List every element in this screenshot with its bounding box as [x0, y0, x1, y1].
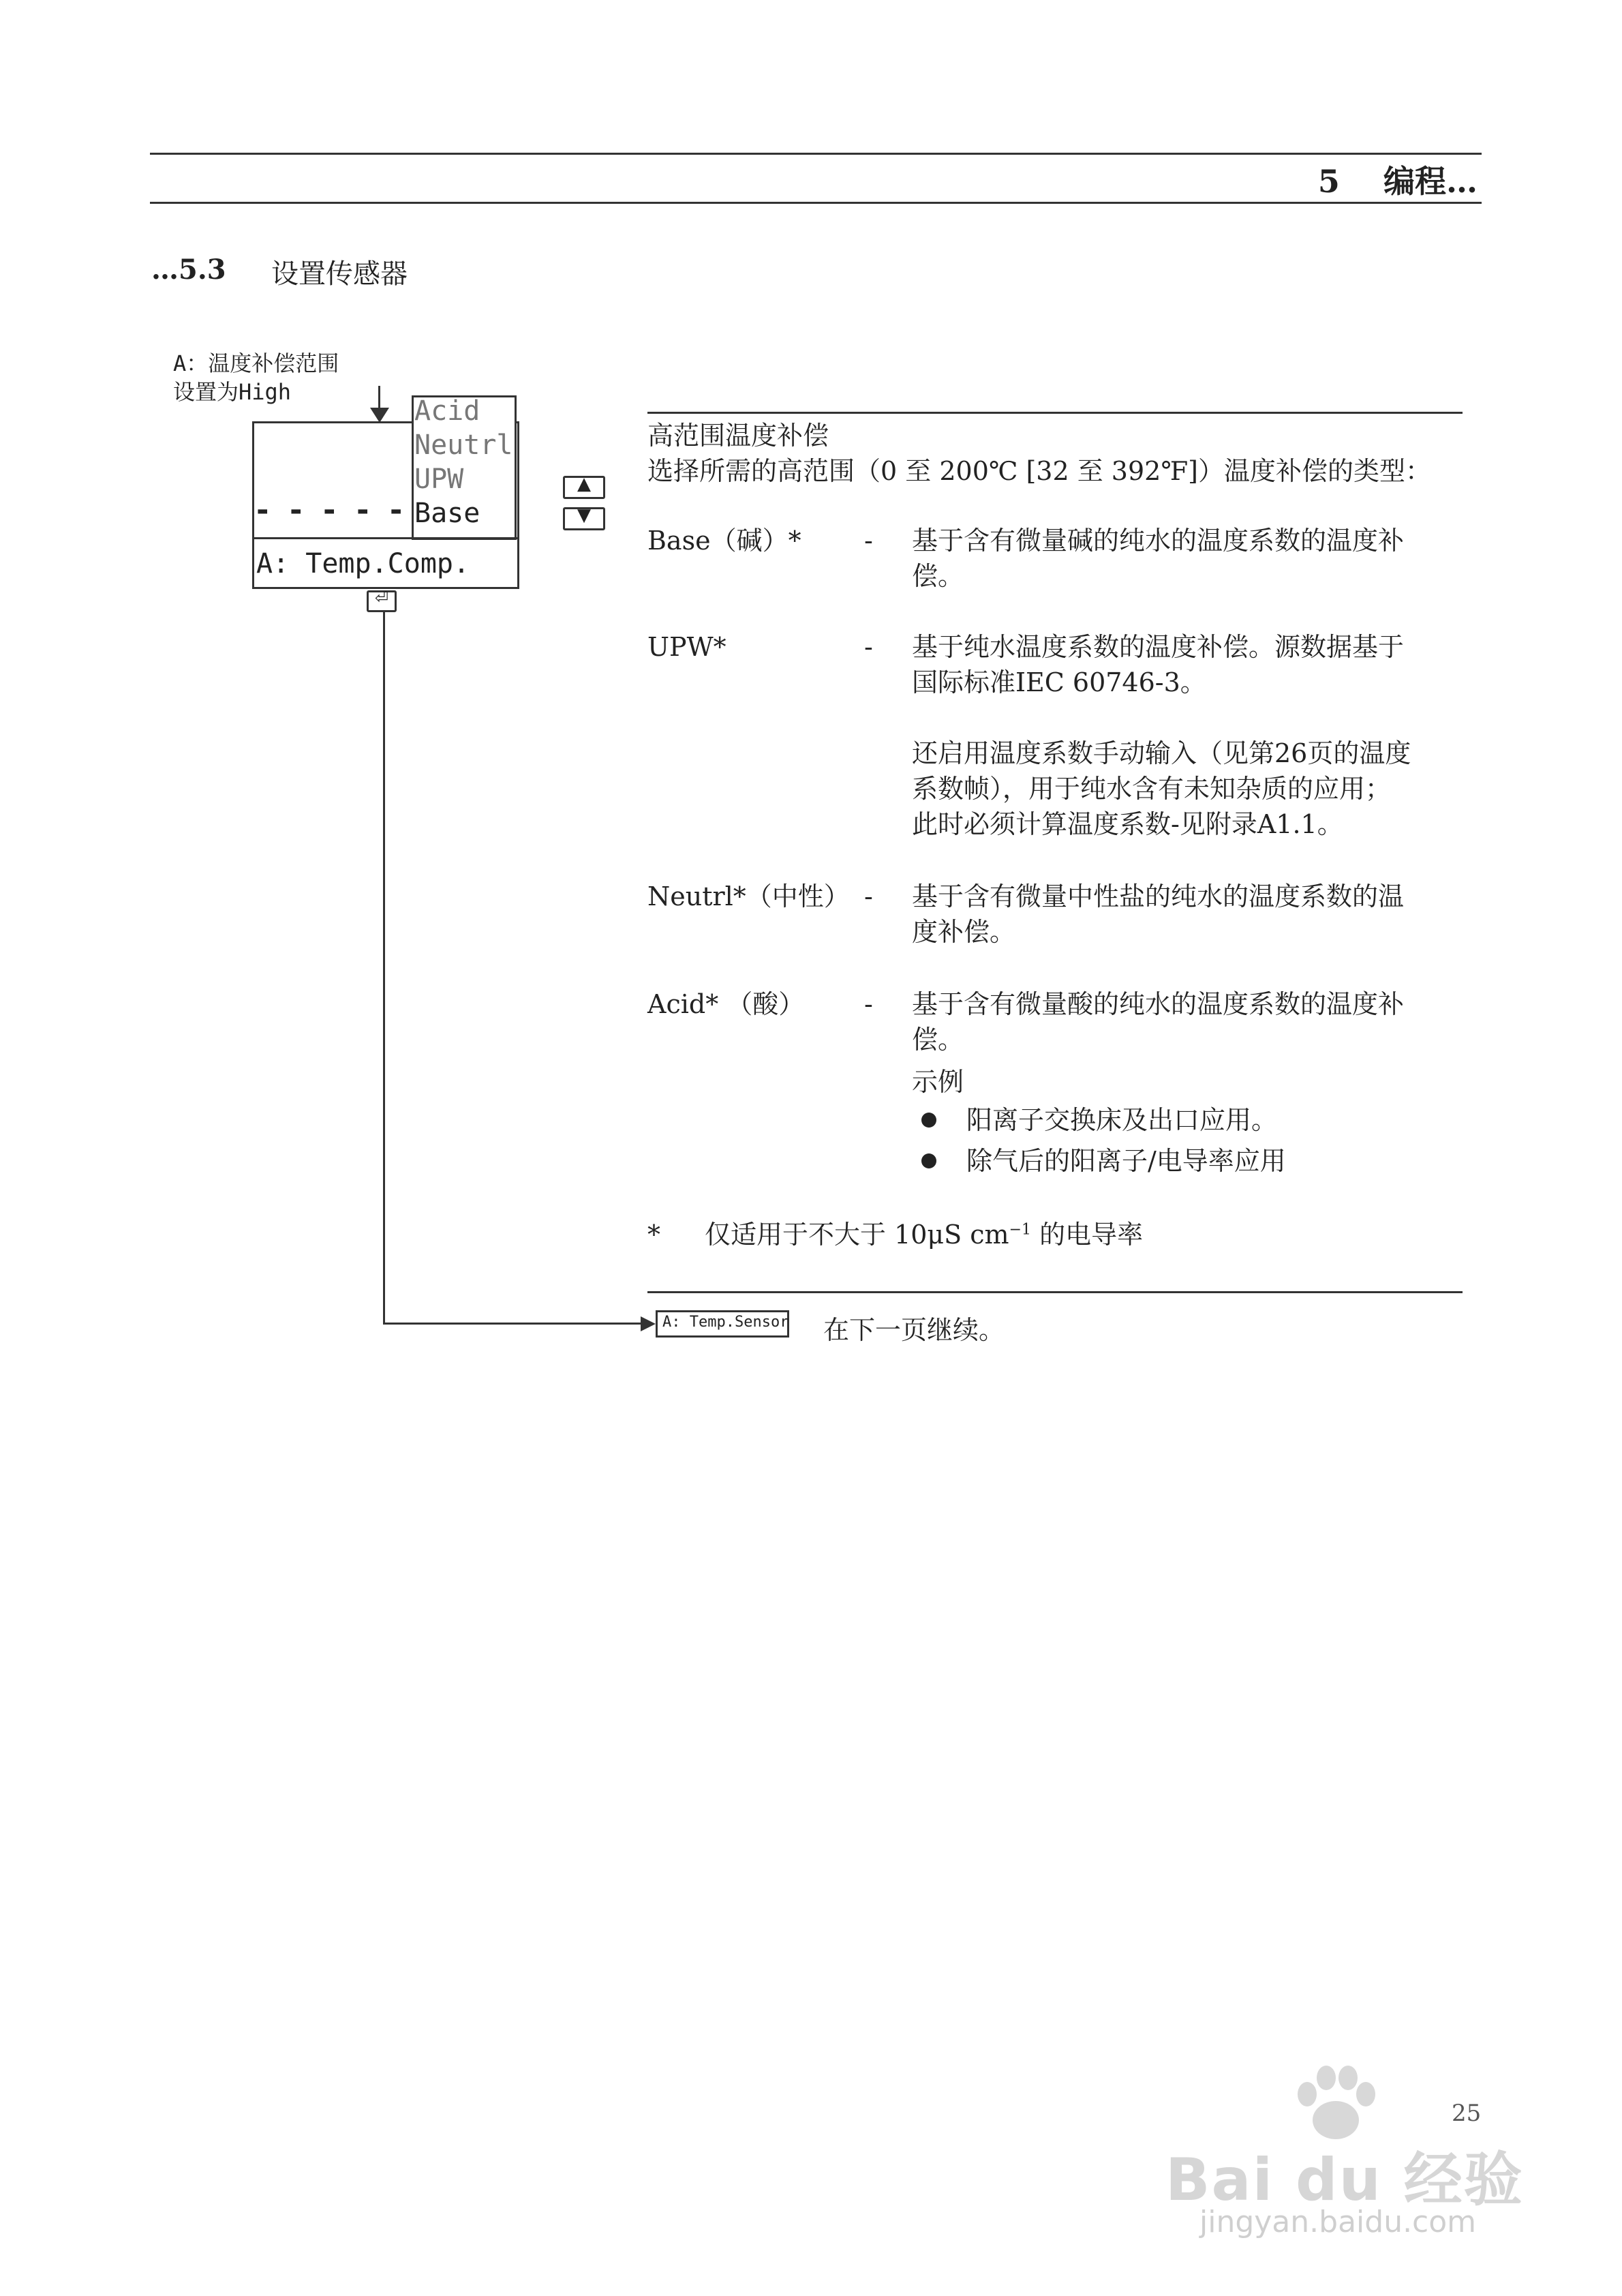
header-bottom-rule [150, 202, 1482, 204]
base-desc-line2: 偿。 [912, 561, 964, 591]
content-top-rule [647, 412, 1463, 414]
neutrl-desc-line2: 度补偿。 [912, 917, 1016, 947]
upw-label: UPW* [647, 632, 726, 662]
bullet-dot [921, 1153, 936, 1168]
header-top-rule [150, 153, 1482, 155]
content-bottom-rule [647, 1291, 1463, 1293]
diagram-label-line1: A：温度补偿范围 [173, 350, 339, 376]
watermark-url: jingyan.baidu.com [1199, 2205, 1477, 2239]
display-divider [252, 537, 519, 539]
chapter-heading [1318, 157, 1478, 202]
upw-desc-line4: 系数帧），用于纯水含有未知杂质的应用； [912, 774, 1392, 804]
section-number: …5.3 [151, 254, 226, 286]
footnote-text-post: 的电导率 [1031, 1220, 1144, 1250]
base-dash: - [864, 526, 873, 556]
footnote-text-pre: 仅适用于不大于 10μS cm [705, 1220, 1009, 1250]
option-base[interactable]: Base [414, 498, 480, 529]
upw-desc-line2: 国际标准IEC 60746-3。 [912, 667, 1206, 697]
watermark-logo [1159, 2059, 1540, 2263]
acid-desc-line1: 基于含有微量酸的纯水的温度系数的温度补 [912, 989, 1405, 1019]
connector-vertical [383, 612, 385, 1324]
watermark-brand: Bai du 经验 [1165, 2146, 1524, 2214]
bullet-item-1: 阳离子交换床及出口应用。 [966, 1105, 1278, 1135]
acid-desc-line2: 偿。 [912, 1025, 964, 1055]
display-bottom-text: A: Temp.Comp. [256, 548, 470, 579]
display-dashes: - - - - - [254, 493, 404, 528]
down-key[interactable] [563, 507, 605, 530]
enter-key[interactable] [367, 590, 397, 612]
footnote-superscript: −1 [1009, 1221, 1031, 1239]
chapter-number: 5 [1317, 163, 1340, 200]
example-title: 示例 [912, 1067, 964, 1097]
base-desc-line1: 基于含有微量碱的纯水的温度系数的温度补 [912, 526, 1405, 556]
section-title: 设置传感器 [271, 258, 408, 290]
bullet-item-2: 除气后的阳离子/电导率应用 [966, 1146, 1286, 1176]
content-heading: 高范围温度补偿 [647, 421, 829, 451]
upw-desc-line3: 还启用温度系数手动输入（见第26页的温度 [912, 738, 1411, 768]
page-number: 25 [1452, 2100, 1482, 2127]
option-upw[interactable]: UPW [414, 464, 464, 495]
neutrl-label: Neutrl*（中性） [647, 881, 850, 911]
continue-text: 在下一页继续。 [823, 1315, 1005, 1345]
footnote-text [705, 1216, 1143, 1253]
connector-arrow-head [641, 1316, 657, 1331]
acid-label: Acid* （酸） [647, 989, 805, 1019]
base-label: Base（碱）* [647, 526, 801, 556]
diagram-label-line2: 设置为High [173, 379, 292, 405]
up-arrow-icon: ▲ [577, 474, 591, 494]
chapter-title: 编程… [1383, 163, 1478, 200]
content-intro: 选择所需的高范围（0 至 200℃ [32 至 392℉]）温度补偿的类型： [647, 456, 1431, 486]
enter-icon: ⏎ [374, 588, 389, 607]
acid-dash: - [864, 989, 873, 1019]
connector-horizontal [383, 1323, 645, 1325]
footnote-mark: * [647, 1220, 660, 1250]
upw-dash: - [864, 632, 873, 662]
upw-desc-line5: 此时必须计算温度系数-见附录A1.1。 [912, 809, 1343, 839]
down-arrow-icon: ▼ [577, 505, 591, 526]
bullet-dot [921, 1113, 936, 1128]
upw-desc-line1: 基于纯水温度系数的温度补偿。源数据基于 [912, 632, 1405, 662]
option-neutrl[interactable]: Neutrl [414, 429, 513, 461]
neutrl-desc-line1: 基于含有微量中性盐的纯水的温度系数的温 [912, 881, 1405, 911]
up-key[interactable] [563, 476, 605, 499]
next-screen-label: A: Temp.Sensor [662, 1314, 789, 1331]
option-acid[interactable]: Acid [414, 395, 480, 427]
neutrl-dash: - [864, 881, 873, 911]
